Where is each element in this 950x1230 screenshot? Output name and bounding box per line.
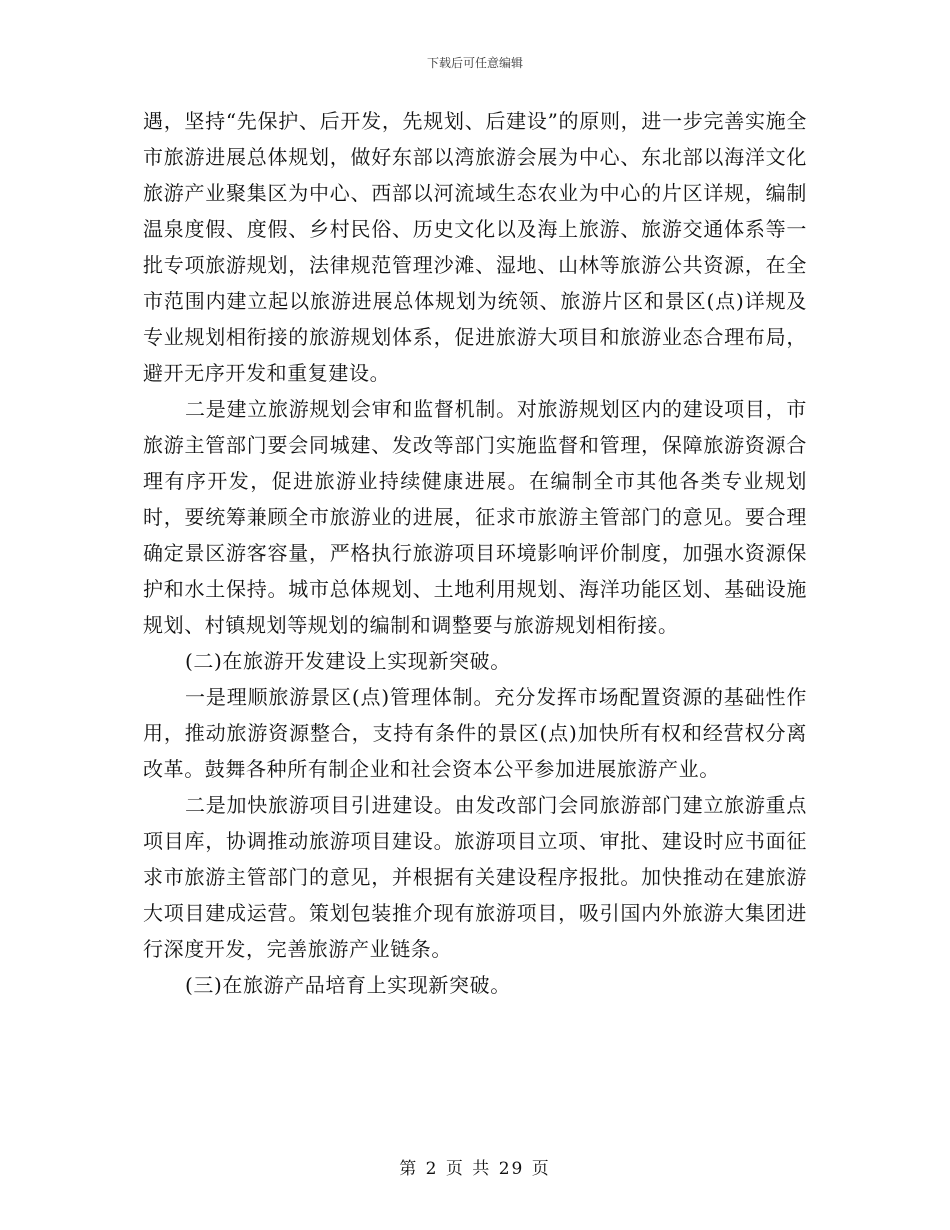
section-heading-3: (三)在旅游产品培育上实现新突破。 (185, 973, 511, 997)
paragraph-3: 一是理顺旅游景区(点)管理体制。充分发挥市场配置资源的基础性作用，推动旅游资源整合，支持有条件的景区(点)加快所有权和经营权分离改革。鼓舞各种所有制企业和社会资本公平参加进展旅游产业。 (143, 685, 807, 781)
section-heading-2: (二)在旅游开发建设上实现新突破。 (185, 649, 511, 673)
page-header: 下载后可任意编辑 (426, 56, 523, 70)
page-footer: 第 2 页 共 29 页 (399, 1159, 551, 1179)
paragraph-4: 二是加快旅游项目引进建设。由发改部门会同旅游部门建立旅游重点项目库，协调推动旅游项目建设。旅游项目立项、审批、建设时应书面征求市旅游主管部门的意见，并根据有关建设程序报批。加快推动在建旅游大项目建成运营。策划包装推介现有旅游项目，吸引国内外旅游大集团进行深度开发，完善旅游产业链条。 (143, 793, 807, 961)
paragraph-1: 遇，坚持“先保护、后开发，先规划、后建设”的原则，进一步完善实施全市旅游进展总体规划，做好东部以湾旅游会展为中心、东北部以海洋文化旅游产业聚集区为中心、西部以河流域生态农业为中心的片区详规，编制温泉度假、度假、乡村民俗、历史文化以及海上旅游、旅游交通体系等一批专项旅游规划，法律规范管理沙滩、湿地、山林等旅游公共资源，在全市范围内建立起以旅游进展总体规划为统领、旅游片区和景区(点)详规及专业规划相衔接的旅游规划体系，促进旅游大项目和旅游业态合理布局，避开无序开发和重复建设。 (143, 109, 807, 385)
paragraph-2: 二是建立旅游规划会审和监督机制。对旅游规划区内的建设项目，市旅游主管部门要会同城建、发改等部门实施监督和管理，保障旅游资源合理有序开发，促进旅游业持续健康进展。在编制全市其他各类专业规划时，要统筹兼顾全市旅游业的进展，征求市旅游主管部门的意见。要合理确定景区游客容量，严格执行旅游项目环境影响评价制度，加强水资源保护和水土保持。城市总体规划、土地利用规划、海洋功能区划、基础设施规划、村镇规划等规划的编制和调整要与旅游规划相衔接。 (143, 397, 807, 637)
document-body (143, 103, 807, 1003)
